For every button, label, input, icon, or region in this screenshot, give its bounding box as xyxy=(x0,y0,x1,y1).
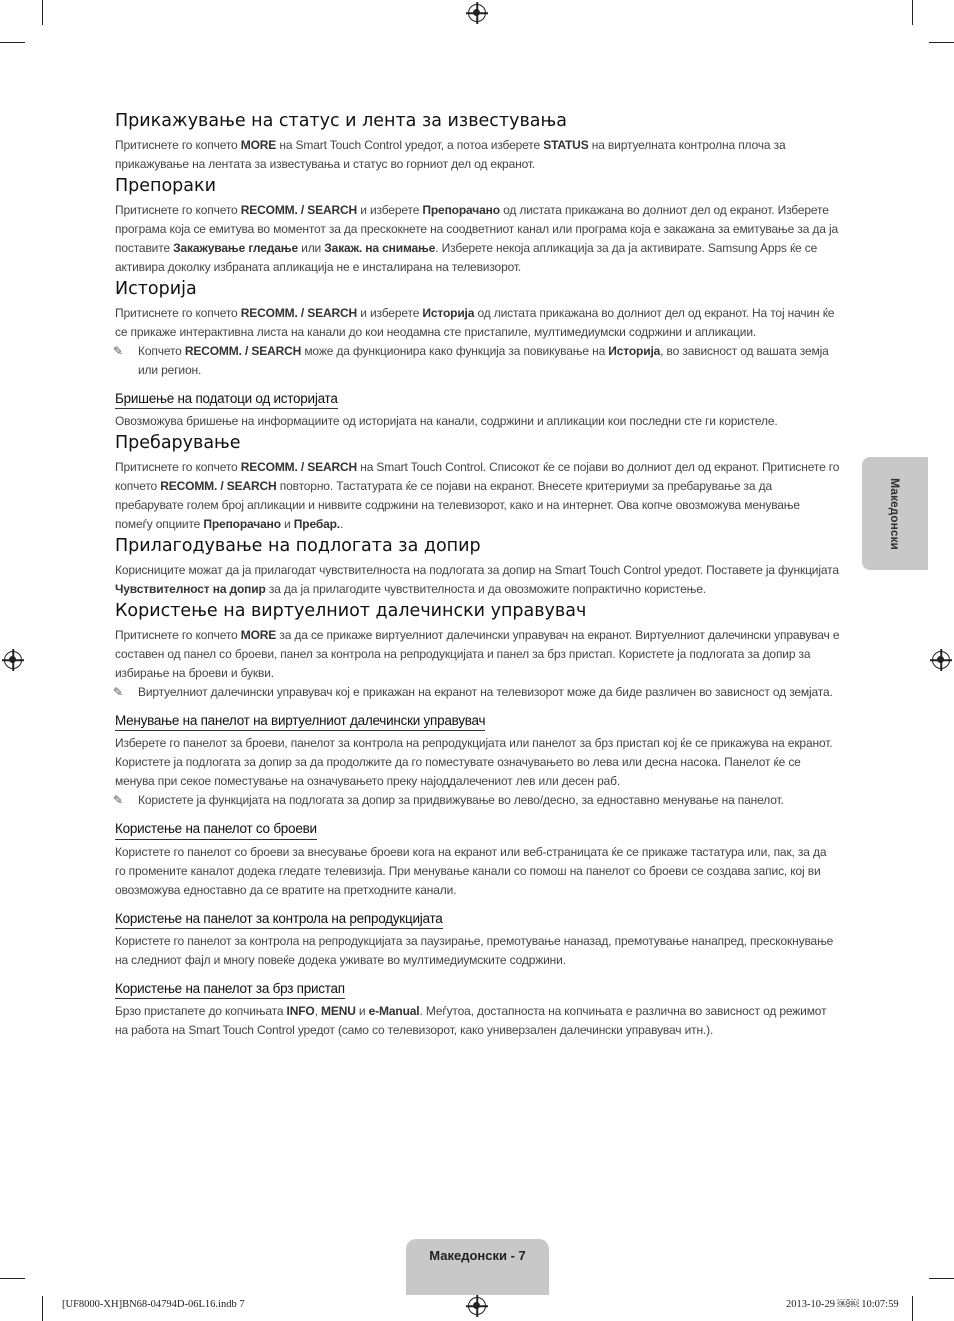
bold-term: Чувствителност на допир xyxy=(115,582,266,597)
registration-mark-icon xyxy=(4,651,22,669)
subsection-paragraph xyxy=(115,412,840,431)
section xyxy=(115,176,840,277)
text-run: Користете го панелот за контрола на репродукцијата за паузирање, премотување наназад, премотување нанапред, прескокнување на следниот фајл и многу повеќе додека уживате во мултимедиумските содржини. xyxy=(115,933,834,967)
text-run: , xyxy=(314,1003,321,1018)
section-title: Пребарување xyxy=(115,433,241,454)
text-run: и xyxy=(280,517,294,532)
text-run: . xyxy=(339,517,344,532)
text-run: Изберете го панелот за броеви, панелот за контрола на репродукцијата или панелот за брз пристап кој ќе се прикажува на екранот. xyxy=(115,736,833,751)
text-run: Копчето xyxy=(138,344,185,358)
pencil-note-icon: ✎ xyxy=(113,793,123,808)
text-run: Брзо пристапете до копчињата xyxy=(115,1003,287,1018)
text-run: на Smart Touch Control. Списокот ќе се појави во долниот дел од екранот. Притиснете го копчето xyxy=(115,460,840,494)
page-content xyxy=(115,111,840,1042)
section-paragraph xyxy=(115,136,840,174)
crop-mark xyxy=(0,42,25,43)
text-run: од листата прикажана во долниот дел од екранот. На тој начин ќе се прикаже интерактивна листа на канали до кои неодамна сте пристапиле, мултимедиумски содржини и апликации. xyxy=(115,306,835,339)
text-run: за да се прикаже виртуелниот далечински управувач на екранот. Виртуелниот далечински управувач е составен од панел со броеви, панел за контрола на репродукцијата и панел за брз пристап. Користете ја подлогата за допир за избирање на броеви и букви. xyxy=(115,628,840,681)
subsection-title: Менување на панелот на виртуелниот далечински управувач xyxy=(115,713,485,731)
text-run: Притиснете го копчето xyxy=(115,628,241,643)
text-run: повторно. Тастатурата ќе се појави на екранот. Внесете критериуми за пребарување за да пребарувате голем број апликации и ниввите содржини на телевизорот, како и на интернет. Ова копче овозможува менување помеѓу опциите xyxy=(115,479,800,532)
bold-term: e-Manual xyxy=(368,1003,420,1018)
text-run: Притиснете го копчето xyxy=(115,460,241,475)
text-run: . Меѓутоа, достапноста на копчињата е различна во зависност од режимот на работа на Smart Touch Control уредот (само со телевизорот, како универзален далечински управувач итн.). xyxy=(115,1003,827,1037)
crop-mark xyxy=(929,42,954,43)
text-run: Користете ја подлогата за допир за да продолжите да го поместувате означувањето во лева или десна насока. Панелот ќе се менува при секое поместување на означувањето преку најоддалечениот лев или десен раб. xyxy=(115,755,801,789)
bold-term: INFO xyxy=(286,1003,315,1018)
subsection-title: Користење на панелот со броеви xyxy=(115,821,317,839)
section-title: Историја xyxy=(115,279,197,299)
page-number: Македонски - 7 xyxy=(406,1239,549,1295)
section-paragraph xyxy=(115,561,840,599)
bold-term: Историја xyxy=(608,344,661,358)
text-run: за да ја прилагодите чувствителноста и да овозможите попрактично користење. xyxy=(265,582,706,597)
crop-mark xyxy=(0,1278,25,1279)
subsection-paragraph xyxy=(115,843,840,900)
section-title: Прилагодување на подлогата за допир xyxy=(115,536,481,557)
note-paragraph xyxy=(113,791,840,810)
crop-mark xyxy=(912,1296,913,1321)
section xyxy=(115,111,840,174)
crop-mark xyxy=(42,1296,43,1321)
text-run: Овозможува бришење на информациите од историјата на канали, содржини и апликации кои последни сте ги користеле. xyxy=(115,414,778,429)
section xyxy=(115,601,840,1040)
section-paragraph xyxy=(115,458,840,534)
section-paragraph xyxy=(115,201,840,277)
bold-term: Закажување гледање xyxy=(173,241,298,255)
section-paragraph xyxy=(115,304,840,342)
text-run: на Smart Touch Control уредот, а потоа изберете xyxy=(276,138,544,152)
subsection xyxy=(115,712,840,810)
subsection xyxy=(115,910,840,970)
text-run: Користете ја функцијата на подлогата за допир за придвижување во лево/десно, за едноставно менување на панелот. xyxy=(138,793,784,808)
subsection-paragraph xyxy=(115,734,840,753)
footer-right: 2013-10-29 ￼￼ 10:07:59 xyxy=(786,1299,899,1310)
subsection-title: Бришење на податоци од историјата xyxy=(115,391,338,409)
text-run: Корисниците можат да ја прилагодат чувствителноста на подлогата за допир на Smart Touch Control уредот. Поставете ја функцијата xyxy=(115,563,839,578)
text-run: Притиснете го копчето xyxy=(115,306,241,320)
bold-term: RECOMM. / SEARCH xyxy=(160,479,277,494)
registration-mark-icon xyxy=(932,651,950,669)
text-run: од листата прикажана во долниот дел од екранот. Изберете програма која се емитува во моментот за да прескокнете на соодветниот канал или програма која е закажана за емитување за да ја поставите xyxy=(115,203,839,255)
bold-term: Препорачано xyxy=(422,203,500,217)
section xyxy=(115,536,840,599)
crop-mark xyxy=(42,0,43,25)
bold-term: RECOMM. / SEARCH xyxy=(240,203,358,217)
registration-mark-icon xyxy=(468,4,486,22)
note-paragraph xyxy=(113,342,840,380)
section xyxy=(115,279,840,431)
crop-mark xyxy=(929,1278,954,1279)
subsection-paragraph xyxy=(115,1002,840,1040)
text-run: може да функционира како функција за повикување на xyxy=(301,344,609,358)
text-run: и xyxy=(355,1003,369,1018)
language-side-tab xyxy=(862,457,928,570)
bold-term: Закаж. на снимање xyxy=(324,241,436,255)
bold-term: MENU xyxy=(321,1003,356,1018)
crop-mark xyxy=(912,0,913,25)
subsection xyxy=(115,820,840,899)
subsection xyxy=(115,980,840,1040)
pencil-note-icon: ✎ xyxy=(113,344,123,358)
text-run: . Изберете некоја апликација за да ја активирате. Samsung Apps ќе се активира доколку избраната апликација не е инсталирана на телевизорот. xyxy=(115,241,818,274)
bold-term: STATUS xyxy=(543,138,589,152)
bold-term: RECOMM. / SEARCH xyxy=(240,306,358,320)
bold-term: RECOMM. / SEARCH xyxy=(240,460,358,475)
section-paragraph xyxy=(115,626,840,683)
note-paragraph xyxy=(113,683,840,702)
text-run: Виртуелниот далечински управувач кој е прикажан на екранот на телевизорот може да биде различен во зависност од земјата. xyxy=(138,685,833,700)
bold-term: Пребар. xyxy=(293,517,340,532)
text-run: Притиснете го копчето xyxy=(115,203,241,217)
section xyxy=(115,433,840,534)
bold-term: Препорачано xyxy=(203,517,281,532)
text-run: или xyxy=(297,241,325,255)
section-title: Препораки xyxy=(115,176,216,196)
subsection-title: Користење на панелот за контрола на репродукцијата xyxy=(115,911,443,929)
subsection xyxy=(115,390,840,431)
text-run: и изберете xyxy=(357,306,423,320)
pencil-note-icon: ✎ xyxy=(113,685,123,700)
subsection-paragraph xyxy=(115,932,840,970)
subsection-paragraph xyxy=(115,753,840,791)
section-title: Користење на виртуелниот далечински управувач xyxy=(115,601,587,622)
subsection-title: Користење на панелот за брз пристап xyxy=(115,981,345,999)
bold-term: MORE xyxy=(240,138,277,152)
section-title: Прикажување на статус и лента за известувања xyxy=(115,111,567,131)
registration-mark-icon xyxy=(468,1297,486,1315)
bold-term: MORE xyxy=(240,628,277,643)
side-tab-label: Македонски xyxy=(888,477,902,550)
text-run: Користете го панелот со броеви за внесување броеви кога на екранот или веб-страницата ќе се прикаже тастатура или, пак, за да го промените каналот додека гледате телевизија. При менување канали со помош на панелот со броеви се создава запис, кој ви овозможува едноставно да се вратите на претходните канали. xyxy=(115,844,827,897)
footer-left: [UF8000-XH]BN68-04794D-06L16.indb 7 xyxy=(62,1299,245,1310)
text-run: на виртуелната контролна плоча за прикажување на лентата за известувања и статус во горниот дел од екранот. xyxy=(115,138,786,171)
text-run: Притиснете го копчето xyxy=(115,138,241,152)
text-run: , во зависност од вашата земја или регион. xyxy=(138,344,829,377)
bold-term: Историја xyxy=(422,306,475,320)
bold-term: RECOMM. / SEARCH xyxy=(184,344,302,358)
text-run: и изберете xyxy=(357,203,423,217)
